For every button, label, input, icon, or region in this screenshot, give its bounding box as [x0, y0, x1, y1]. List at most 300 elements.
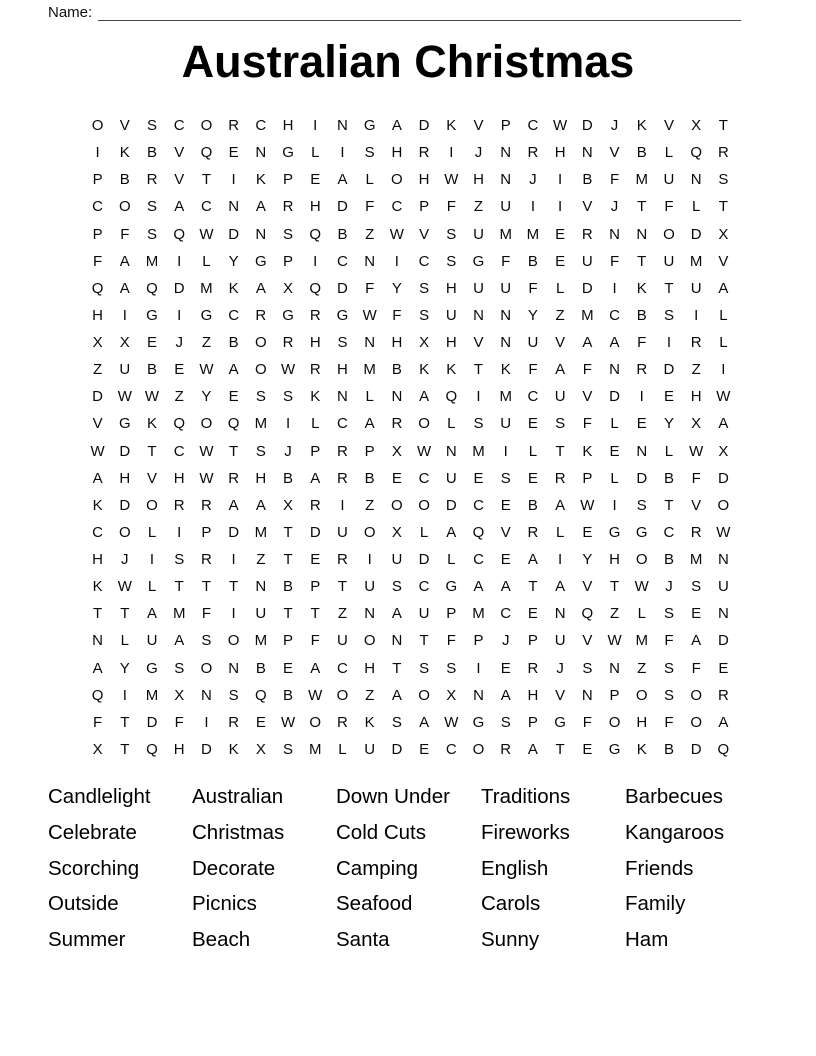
grid-letter: T — [664, 496, 674, 514]
grid-letter: P — [310, 578, 321, 596]
word-search-grid — [84, 112, 737, 763]
grid-letter: M — [254, 415, 268, 433]
grid-letter: M — [689, 252, 703, 270]
grid-letter: W — [199, 225, 214, 243]
grid-letter: W — [580, 496, 595, 514]
grid-letter: I — [204, 713, 209, 731]
grid-letter: N — [554, 605, 566, 623]
grid-letter: F — [392, 306, 402, 324]
grid-letter: N — [581, 144, 593, 162]
grid-letter: F — [664, 198, 674, 216]
grid-letter: X — [691, 415, 702, 433]
grid-letter: N — [364, 334, 376, 352]
grid-letter: W — [117, 388, 132, 406]
word-list-item: Santa — [336, 928, 390, 952]
grid-letter: W — [444, 713, 459, 731]
word-list-item: Summer — [48, 928, 126, 952]
grid-letter: A — [500, 686, 511, 704]
grid-letter: A — [391, 686, 402, 704]
grid-letter: N — [717, 605, 729, 623]
grid-letter: X — [718, 225, 729, 243]
grid-letter: P — [201, 523, 212, 541]
grid-letter: I — [449, 144, 454, 162]
grid-letter: P — [609, 686, 620, 704]
grid-letter: O — [118, 198, 131, 216]
grid-letter: N — [500, 334, 512, 352]
grid-letter: S — [391, 713, 402, 731]
grid-letter: V — [174, 171, 185, 189]
grid-letter: X — [174, 686, 185, 704]
grid-letter: L — [719, 334, 728, 352]
grid-letter: N — [473, 306, 484, 324]
word-list-item: Sunny — [481, 928, 540, 952]
grid-letter: H — [282, 117, 294, 135]
grid-letter: T — [528, 578, 538, 596]
grid-letter: P — [283, 252, 294, 270]
grid-letter: O — [255, 361, 267, 379]
grid-letter: V — [609, 144, 620, 162]
grid-letter: A — [500, 578, 511, 596]
grid-letter: V — [555, 686, 566, 704]
grid-letter: O — [717, 496, 730, 514]
grid-letter: H — [636, 713, 648, 731]
grid-letter: I — [285, 415, 291, 433]
grid-letter: H — [337, 361, 348, 379]
grid-letter: A — [473, 578, 484, 596]
grid-letter: E — [555, 225, 566, 243]
grid-letter: N — [391, 388, 403, 406]
grid-letter: T — [609, 578, 620, 596]
word-list-item: Picnics — [192, 892, 257, 916]
grid-letter: L — [147, 578, 157, 596]
grid-letter: V — [691, 496, 702, 514]
grid-letter: I — [639, 388, 644, 406]
grid-letter: O — [391, 171, 403, 189]
grid-letter: D — [309, 523, 321, 541]
grid-letter: N — [581, 686, 593, 704]
grid-letter: F — [637, 334, 647, 352]
grid-letter: L — [637, 605, 646, 623]
grid-letter: X — [119, 334, 130, 352]
grid-letter: C — [663, 523, 675, 541]
grid-letter: Q — [91, 686, 104, 704]
grid-letter: T — [664, 279, 674, 297]
grid-letter: N — [364, 252, 376, 270]
grid-letter: A — [228, 496, 239, 514]
grid-letter: R — [391, 415, 403, 433]
grid-letter: P — [446, 605, 457, 623]
grid-letter: P — [419, 198, 430, 216]
grid-letter: T — [283, 605, 293, 623]
grid-letter: J — [610, 117, 619, 135]
grid-letter: A — [718, 415, 729, 433]
grid-letter: D — [418, 551, 430, 569]
grid-letter: G — [445, 578, 458, 596]
grid-letter: F — [93, 713, 103, 731]
grid-letter: B — [663, 469, 674, 487]
grid-letter: E — [555, 252, 566, 270]
grid-letter: J — [529, 171, 537, 189]
grid-letter: M — [172, 605, 186, 623]
grid-letter: Q — [472, 523, 485, 541]
grid-letter: T — [229, 442, 239, 460]
grid-letter: S — [718, 171, 729, 189]
grid-letter: E — [391, 469, 402, 487]
grid-letter: V — [500, 523, 511, 541]
grid-letter: L — [555, 523, 565, 541]
grid-letter: R — [309, 306, 321, 324]
grid-letter: L — [610, 415, 619, 433]
grid-letter: Y — [663, 415, 674, 433]
grid-letter: P — [310, 442, 321, 460]
grid-letter: A — [718, 279, 729, 297]
grid-letter: F — [93, 252, 103, 270]
grid-letter: W — [444, 171, 459, 189]
grid-letter: I — [476, 388, 481, 406]
word-list-item: Camping — [336, 856, 419, 880]
grid-letter: T — [718, 117, 728, 135]
grid-letter: B — [255, 659, 266, 677]
grid-letter: G — [363, 117, 376, 135]
grid-letter: G — [146, 659, 158, 677]
name-row — [48, 1, 741, 21]
grid-letter: A — [446, 523, 457, 541]
grid-letter: R — [554, 469, 566, 487]
grid-letter: M — [254, 523, 268, 541]
grid-letter: A — [364, 415, 375, 433]
word-list-item: Australian — [192, 785, 284, 808]
word-list-column — [192, 779, 336, 958]
grid-letter: I — [558, 171, 563, 189]
grid-letter: R — [717, 144, 729, 162]
grid-letter: B — [663, 740, 674, 758]
grid-letter: D — [92, 388, 104, 406]
grid-letter: D — [337, 198, 348, 216]
grid-letter: K — [92, 578, 103, 596]
grid-letter: J — [556, 659, 564, 677]
grid-letter: S — [147, 225, 158, 243]
grid-letter: A — [582, 334, 593, 352]
grid-letter: Z — [365, 225, 375, 243]
grid-letter: N — [228, 198, 240, 216]
grid-letter: Q — [200, 144, 213, 162]
grid-letter: K — [92, 496, 103, 514]
grid-letter: E — [527, 415, 538, 433]
grid-letter: F — [609, 171, 620, 189]
grid-letter: P — [92, 225, 103, 243]
grid-letter: G — [608, 740, 621, 758]
grid-letter: U — [500, 415, 512, 433]
grid-letter: K — [119, 144, 130, 162]
grid-letter: I — [95, 144, 100, 162]
grid-letter: U — [337, 632, 348, 650]
grid-letter: A — [718, 713, 729, 731]
grid-letter: L — [419, 523, 429, 541]
grid-letter: K — [255, 171, 266, 189]
grid-letter: B — [663, 551, 674, 569]
grid-letter: C — [337, 415, 348, 433]
word-list-item: Fireworks — [481, 820, 570, 844]
grid-letter: U — [527, 334, 539, 352]
grid-letter: W — [689, 442, 704, 460]
grid-letter: N — [500, 306, 512, 324]
grid-letter: K — [419, 361, 430, 379]
grid-letter: A — [147, 605, 158, 623]
grid-letter: U — [255, 605, 267, 623]
grid-letter: S — [500, 713, 511, 731]
grid-letter: V — [582, 578, 593, 596]
grid-letter: G — [282, 306, 294, 324]
grid-letter: K — [228, 740, 239, 758]
grid-letter: W — [199, 442, 214, 460]
grid-letter: N — [92, 632, 104, 650]
grid-letter: F — [582, 361, 592, 379]
grid-letter: N — [337, 117, 348, 135]
grid-letter: C — [337, 659, 348, 677]
grid-letter: H — [418, 171, 430, 189]
grid-letter: X — [283, 279, 294, 297]
grid-letter: S — [446, 659, 457, 677]
grid-letter: L — [202, 252, 211, 270]
word-list-item: English — [481, 856, 549, 880]
grid-letter: I — [177, 306, 182, 324]
word-list-item: Cold Cuts — [336, 820, 427, 844]
grid-letter: T — [555, 740, 565, 758]
grid-letter: A — [119, 252, 130, 270]
grid-letter: I — [149, 551, 155, 569]
grid-letter: S — [419, 306, 430, 324]
grid-letter: C — [92, 523, 104, 541]
grid-letter: O — [690, 686, 703, 704]
grid-letter: S — [663, 659, 674, 677]
grid-letter: B — [527, 252, 538, 270]
grid-letter: W — [553, 117, 568, 135]
grid-letter: U — [337, 523, 348, 541]
grid-letter: U — [717, 578, 729, 596]
grid-letter: J — [284, 442, 292, 460]
grid-letter: Q — [309, 225, 322, 243]
grid-letter: O — [363, 632, 376, 650]
grid-letter: N — [636, 442, 648, 460]
grid-letter: O — [418, 415, 430, 433]
grid-letter: I — [367, 551, 372, 569]
grid-letter: R — [527, 144, 539, 162]
grid-letter: V — [582, 632, 593, 650]
grid-letter: F — [446, 632, 456, 650]
grid-letter: I — [558, 198, 563, 216]
grid-letter: C — [173, 442, 185, 460]
grid-letter: C — [391, 198, 403, 216]
grid-letter: U — [391, 551, 403, 569]
grid-letter: T — [283, 523, 293, 541]
grid-letter: H — [173, 469, 185, 487]
word-list — [48, 779, 748, 958]
grid-letter: A — [92, 659, 103, 677]
word-list-item: Traditions — [481, 785, 571, 808]
grid-letter: L — [311, 415, 320, 433]
grid-letter: B — [636, 306, 647, 324]
grid-letter: M — [635, 171, 649, 189]
grid-letter: I — [231, 551, 236, 569]
grid-letter: B — [119, 171, 130, 189]
grid-letter: G — [146, 306, 158, 324]
grid-letter: Q — [146, 279, 158, 297]
grid-letter: H — [527, 686, 539, 704]
grid-letter: C — [255, 117, 267, 135]
grid-letter: P — [283, 171, 294, 189]
grid-letter: A — [391, 605, 402, 623]
grid-letter: T — [93, 605, 103, 623]
grid-letter: V — [174, 144, 185, 162]
grid-letter: O — [418, 496, 430, 514]
grid-letter: W — [280, 361, 296, 379]
grid-letter: K — [636, 279, 647, 297]
grid-letter: P — [283, 632, 294, 650]
grid-letter: A — [555, 578, 566, 596]
grid-letter: W — [199, 361, 214, 379]
grid-letter: S — [500, 469, 511, 487]
word-list-item: Beach — [192, 928, 251, 952]
grid-letter: E — [500, 496, 511, 514]
grid-letter: G — [472, 713, 485, 731]
grid-letter: V — [582, 198, 593, 216]
grid-letter: H — [119, 469, 131, 487]
grid-letter: B — [283, 469, 294, 487]
grid-letter: T — [174, 578, 184, 596]
grid-letter: N — [364, 605, 376, 623]
grid-letter: B — [391, 361, 402, 379]
grid-letter: F — [691, 469, 701, 487]
grid-letter: C — [418, 252, 430, 270]
grid-letter: U — [473, 279, 484, 297]
grid-letter: P — [527, 632, 538, 650]
grid-letter: S — [446, 252, 457, 270]
grid-letter: G — [336, 306, 349, 324]
grid-letter: A — [310, 469, 321, 487]
grid-letter: E — [255, 713, 266, 731]
grid-letter: L — [338, 740, 347, 758]
grid-letter: A — [310, 659, 321, 677]
grid-letter: A — [609, 334, 620, 352]
grid-letter: A — [228, 361, 239, 379]
grid-letter: I — [666, 334, 672, 352]
grid-letter: X — [419, 334, 430, 352]
grid-letter: R — [173, 496, 185, 514]
grid-letter: S — [201, 632, 212, 650]
grid-letter: W — [199, 469, 214, 487]
grid-letter: T — [555, 442, 565, 460]
grid-letter: N — [255, 578, 267, 596]
grid-letter: C — [92, 198, 104, 216]
grid-letter: N — [717, 551, 729, 569]
grid-letter: E — [636, 415, 647, 433]
grid-letter: K — [147, 415, 158, 433]
grid-letter: H — [445, 334, 457, 352]
grid-letter: N — [255, 225, 267, 243]
grid-letter: X — [391, 442, 402, 460]
grid-letter: Y — [201, 388, 212, 406]
grid-letter: N — [201, 686, 212, 704]
grid-letter: R — [690, 334, 702, 352]
grid-letter: S — [255, 388, 266, 406]
grid-letter: R — [337, 713, 348, 731]
grid-letter: X — [255, 740, 266, 758]
grid-letter: X — [718, 442, 729, 460]
grid-letter: C — [473, 496, 484, 514]
word-list-column — [625, 779, 769, 958]
grid-letter: D — [690, 225, 702, 243]
grid-letter: P — [527, 713, 538, 731]
grid-letter: T — [392, 659, 402, 677]
grid-letter: B — [147, 144, 158, 162]
grid-letter: E — [609, 442, 620, 460]
grid-letter: I — [122, 306, 127, 324]
grid-letter: I — [313, 117, 318, 135]
grid-letter: U — [418, 605, 430, 623]
grid-letter: W — [117, 578, 132, 596]
grid-letter: G — [200, 306, 213, 324]
grid-letter: T — [229, 578, 239, 596]
grid-letter: L — [719, 306, 728, 324]
grid-letter: T — [201, 171, 212, 189]
grid-letter: O — [690, 713, 703, 731]
grid-letter: S — [337, 334, 348, 352]
grid-letter: S — [228, 686, 239, 704]
grid-letter: N — [609, 659, 620, 677]
grid-letter: T — [337, 578, 348, 596]
grid-letter: R — [337, 551, 348, 569]
grid-letter: H — [309, 334, 321, 352]
grid-letter: B — [283, 578, 294, 596]
grid-letter: I — [231, 171, 236, 189]
grid-letter: E — [310, 551, 321, 569]
grid-letter: Z — [555, 306, 565, 324]
grid-letter: A — [255, 198, 266, 216]
grid-letter: O — [91, 117, 104, 135]
grid-letter: A — [419, 388, 430, 406]
grid-letter: R — [309, 496, 321, 514]
word-list-item: Barbecues — [625, 785, 724, 808]
grid-letter: A — [555, 496, 566, 514]
grid-letter: A — [174, 632, 185, 650]
grid-letter: D — [690, 740, 702, 758]
word-list-item: Decorate — [192, 856, 276, 880]
grid-letter: T — [637, 198, 647, 216]
grid-letter: R — [527, 659, 539, 677]
grid-letter: G — [472, 252, 485, 270]
grid-letter: F — [582, 415, 592, 433]
grid-letter: H — [255, 469, 267, 487]
grid-letter: C — [473, 551, 484, 569]
grid-letter: B — [147, 361, 158, 379]
grid-letter: R — [228, 469, 240, 487]
puzzle-title: Australian Christmas — [181, 36, 635, 87]
grid-letter: N — [500, 144, 512, 162]
grid-letter: I — [313, 252, 318, 270]
grid-letter: U — [581, 252, 593, 270]
grid-letter: D — [581, 279, 593, 297]
grid-letter: W — [417, 442, 432, 460]
grid-letter: L — [447, 551, 456, 569]
grid-letter: W — [90, 442, 105, 460]
grid-letter: M — [689, 551, 703, 569]
grid-letter: U — [690, 279, 702, 297]
grid-letter: N — [500, 171, 512, 189]
grid-letter: D — [173, 279, 185, 297]
grid-letter: A — [555, 361, 566, 379]
grid-letter: Q — [690, 144, 703, 162]
grid-letter: D — [663, 361, 675, 379]
